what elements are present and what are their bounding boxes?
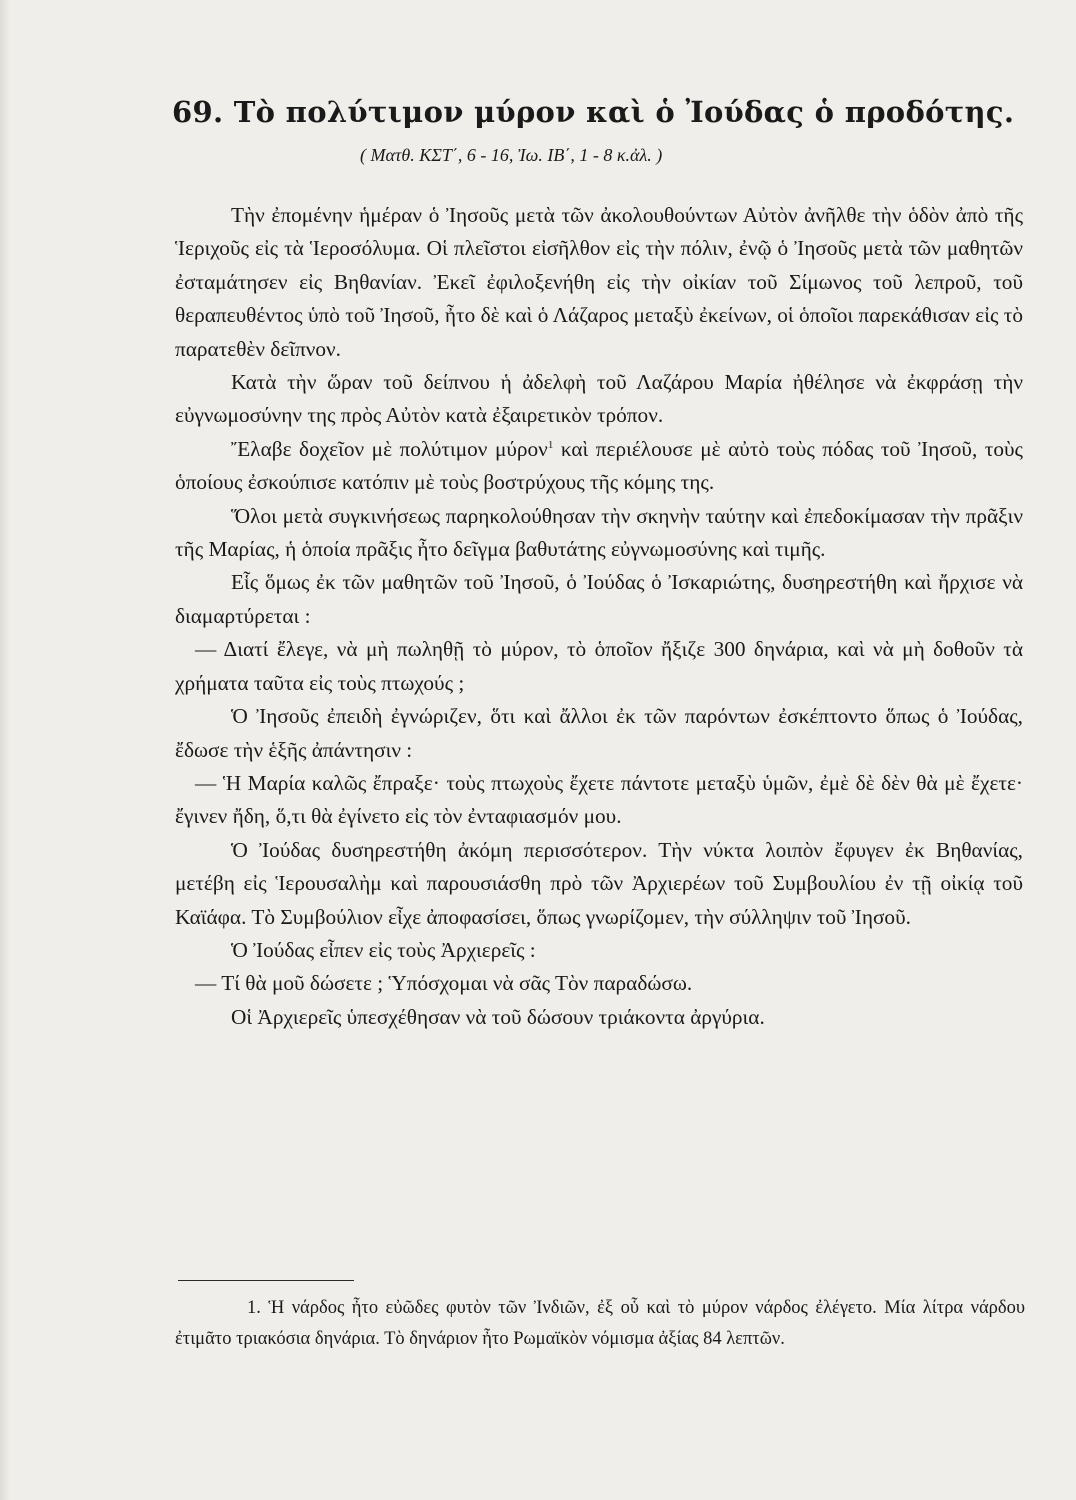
footnote-divider (178, 1280, 354, 1281)
paragraph-3-end: καὶ περιέλουσε μὲ αὐτὸ τοὺς πόδας τοῦ Ἰησοῦ, τοὺς ὁποίους ἐσκούπισε κατόπιν μὲ τοὺς βοστρύχους τῆς κόμης της. (175, 436, 1023, 495)
paragraph-3 (175, 433, 1023, 500)
chapter-body (175, 199, 1023, 1034)
paragraph-8: Ὁ Ἰούδας εἶπεν εἰς τοὺς Ἀρχιερεῖς : (231, 937, 536, 962)
dialog-judas-1: — Διατί ἔλεγε, νὰ μὴ πωληθῇ τὸ μύρον, τὸ ὁποῖον ἤξιζε 300 δηνάρια, καὶ νὰ μὴ δοθοῦν τὰ χρήματα ταῦτα εἰς τοὺς πτωχούς ; (175, 637, 1023, 695)
paragraph-9: Οἱ Ἀρχιερεῖς ὑπεσχέθησαν νὰ τοῦ δώσουν τριάκοντα ἀργύρια. (231, 1004, 765, 1029)
scripture-reference: ( Ματθ. ΚΣΤ΄, 6 - 16, Ἰω. ΙΒ΄, 1 - 8 κ.ἀλ. ) (360, 145, 663, 165)
paragraph-6: Ὁ Ἰησοῦς ἐπειδὴ ἐγνώριζεν, ὅτι καὶ ἄλλοι ἐκ τῶν παρόντων ἐσκέπτοντο ὅπως ὁ Ἰούδας, ἔδωσε τὴν ἑξῆς ἀπάντησιν : (175, 704, 1023, 762)
dialog-judas-2: — Τί θὰ μοῦ δώσετε ; Ὑπόσχομαι νὰ σᾶς Τὸν παραδώσω. (195, 971, 693, 996)
paragraph-7: Ὁ Ἰούδας δυσηρεστήθη ἀκόμη περισσότερον. Τὴν νύκτα λοιπὸν ἔφυγεν ἐκ Βηθανίας, μετέβη εἰς Ἱερουσαλὴμ καὶ παρουσιάσθη πρὸ τῶν Ἀρχιερέων τοῦ Συμβουλίου ἐν τῇ οἰκίᾳ τοῦ Καϊάφα. Τὸ Συμβούλιον εἶχε ἀποφασίσει, ὅπως γνωρίζομεν, τὴν σύλληψιν τοῦ Ἰησοῦ. (175, 837, 1023, 929)
dialog-jesus: — Ἡ Μαρία καλῶς ἔπραξε· τοὺς πτωχοὺς ἔχετε πάντοτε μεταξὺ ὑμῶν, ἐμὲ δὲ δὲν θὰ μὲ ἔχετε· ἔγινεν ἤδη, ὅ,τι θὰ ἐγίνετο εἰς τὸν ἐνταφιασμόν μου. (175, 770, 1023, 829)
paragraph-3-start: Ἔλαβε δοχεῖον μὲ πολύτιμον μύρον (231, 436, 548, 461)
paragraph-4: Ὅλοι μετὰ συγκινήσεως παρηκολούθησαν τὴν σκηνὴν ταύτην καὶ ἐπεδοκίμασαν τὴν πρᾶξιν τῆς Μαρίας, ἡ ὁποία πρᾶξις ἦτο δεῖγμα βαθυτάτης εὐγνωμοσύνης καὶ τιμῆς. (175, 503, 1023, 562)
footnote-marker[interactable]: 1 (547, 438, 554, 451)
paragraph-1: Τὴν ἐπομένην ἡμέραν ὁ Ἰησοῦς μετὰ τῶν ἀκολουθούντων Αὐτὸν ἀνῆλθε τὴν ὁδὸν ἀπὸ τῆς Ἱεριχοῦς εἰς τὰ Ἱεροσόλυμα. Οἱ πλεῖστοι εἰσῆλθον εἰς τὴν πόλιν, ἐνῷ ὁ Ἰησοῦς μετὰ τῶν μαθητῶν ἐσταμάτησεν εἰς Βηθανίαν. Ἐκεῖ ἐφιλοξενήθη εἰς τὴν οἰκίαν τοῦ Σίμωνος τοῦ λεπροῦ, τοῦ θεραπευθέντος ὑπὸ τοῦ Ἰησοῦ, ἦτο δὲ καὶ ὁ Λάζαρος μεταξὺ ἐκείνων, οἱ ὁποῖοι παρεκάθισαν εἰς τὸ παρατεθὲν δεῖπνον. (175, 203, 1023, 361)
page-binding-shadow (0, 0, 10, 1500)
paragraph-5: Εἷς ὅμως ἐκ τῶν μαθητῶν τοῦ Ἰησοῦ, ὁ Ἰούδας ὁ Ἰσκαριώτης, δυσηρεστήθη καὶ ἤρχισε νὰ διαμαρτύρεται : (175, 570, 1023, 628)
chapter-title: 69. Τὸ πολύτιμον μύρον καὶ ὁ Ἰούδας ὁ προδότης. (172, 95, 1015, 129)
paragraph-2: Κατὰ τὴν ὥραν τοῦ δείπνου ἡ ἀδελφὴ τοῦ Λαζάρου Μαρία ἠθέλησε νὰ ἐκφράσῃ τὴν εὐγνωμοσύνην της πρὸς Αὐτὸν κατὰ ἐξαιρετικὸν τρόπον. (175, 370, 1023, 428)
footnote-text: 1. Ἡ νάρδος ἦτο εὐῶδες φυτὸν τῶν Ἰνδιῶν, ἐξ οὗ καὶ τὸ μύρον νάρδος ἐλέγετο. Μία λίτρα νάρδου ἐτιμᾶτο τριακόσια δηνάρια. Τὸ δηνάριον ἦτο Ρωμαϊκὸν νόμισμα ἀξίας 84 λεπτῶν. (175, 1298, 1025, 1349)
